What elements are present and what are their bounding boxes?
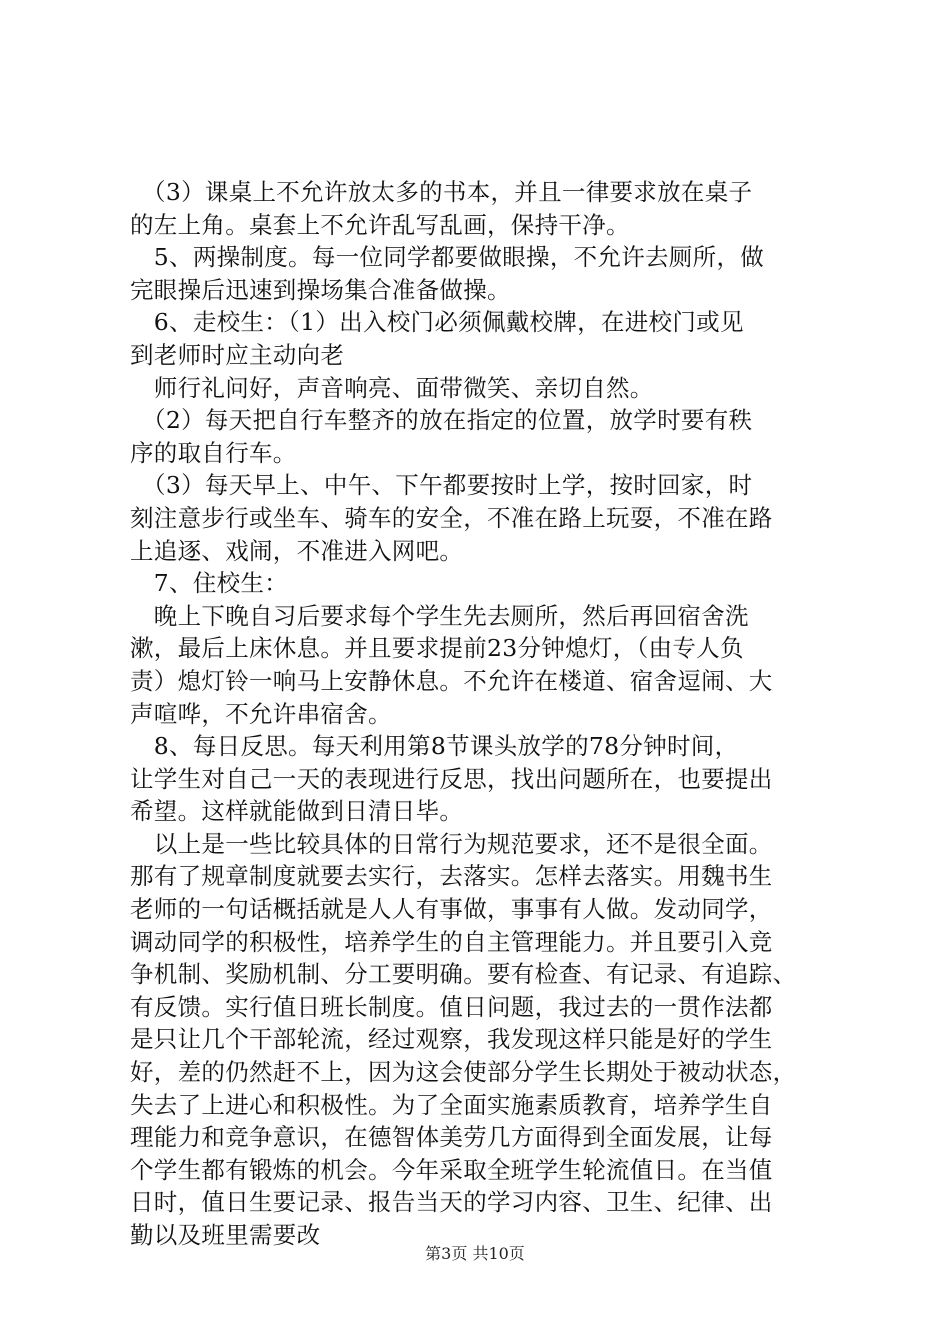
text-line: 的左上角。桌套上不允许乱写乱画，保持干净。 [130, 210, 630, 239]
text-line: 失去了上进心和积极性。为了全面实施素质教育，培养学生自 [130, 1090, 773, 1119]
text-line: （3）课桌上不允许放太多的书本，并且一律要求放在桌子 [130, 178, 753, 206]
text-line: 8、每日反思。每天利用第8节课头放学的78分钟时间， [130, 732, 739, 761]
text-line: （3）每天早上、中午、下午都要按时上学，按时回家，时 [130, 471, 753, 500]
text-line: 上追逐、戏闹，不准进入网吧。 [130, 536, 464, 565]
text-line: 刻注意步行或坐车、骑车的安全，不准在路上玩耍，不准在路 [130, 503, 773, 532]
body-text [130, 176, 830, 1252]
text-line: 争机制、奖励机制、分工要明确。要有检查、有记录、有追踪、 [130, 960, 797, 989]
text-line: 调动同学的积极性，培养学生的自主管理能力。并且要引入竞 [130, 927, 773, 956]
text-line: 个学生都有锻炼的机会。今年采取全班学生轮流值日。在当值 [130, 1155, 773, 1184]
text-line: 日时，值日生要记录、报告当天的学习内容、卫生、纪律、出 [130, 1188, 773, 1217]
text-line: 责）熄灯铃一响马上安静休息。不允许在楼道、宿舍逗闹、大 [130, 666, 773, 695]
text-line: 让学生对自己一天的表现进行反思，找出问题所在，也要提出 [130, 764, 773, 793]
text-line: 有反馈。实行值日班长制度。值日问题，我过去的一贯作法都 [130, 992, 773, 1021]
text-line: 勤以及班里需要改 [130, 1221, 321, 1249]
text-line: 希望。这样就能做到日清日毕。 [130, 797, 464, 826]
page-number-footer: 第3页 共10页 [425, 1244, 525, 1263]
text-line: 6、走校生：（1）出入校门必须佩戴校牌，在进校门或见 [130, 308, 744, 337]
text-line: 声喧哗，不允许串宿舍。 [130, 699, 392, 728]
text-line: 是只让几个干部轮流，经过观察，我发现这样只能是好的学生 [130, 1025, 773, 1054]
text-line: 漱，最后上床休息。并且要求提前23分钟熄灯，（由专人负 [130, 634, 744, 663]
text-line: 以上是一些比较具体的日常行为规范要求，还不是很全面。 [130, 829, 773, 858]
text-line: 晚上下晚自习后要求每个学生先去厕所，然后再回宿舍洗 [130, 601, 749, 630]
text-line: 理能力和竞争意识，在德智体美劳几方面得到全面发展，让每 [130, 1123, 773, 1152]
text-line: 序的取自行车。 [130, 438, 297, 467]
text-line: 好，差的仍然赶不上，因为这会使部分学生长期处于被动状态， [130, 1058, 797, 1087]
text-line: 到老师时应主动向老 [130, 340, 345, 369]
text-line: 5、两操制度。每一位同学都要做眼操，不允许去厕所，做 [130, 243, 765, 272]
text-line: （2）每天把自行车整齐的放在指定的位置，放学时要有秩 [130, 406, 753, 435]
text-line: 师行礼问好，声音响亮、面带微笑、亲切自然。 [130, 373, 654, 402]
text-line: 那有了规章制度就要去实行，去落实。怎样去落实。用魏书生 [130, 862, 773, 891]
text-line: 完眼操后迅速到操场集合准备做操。 [130, 275, 511, 304]
text-line: 老师的一句话概括就是人人有事做，事事有人做。发动同学， [130, 895, 773, 924]
text-line: 7、住校生： [130, 569, 289, 598]
